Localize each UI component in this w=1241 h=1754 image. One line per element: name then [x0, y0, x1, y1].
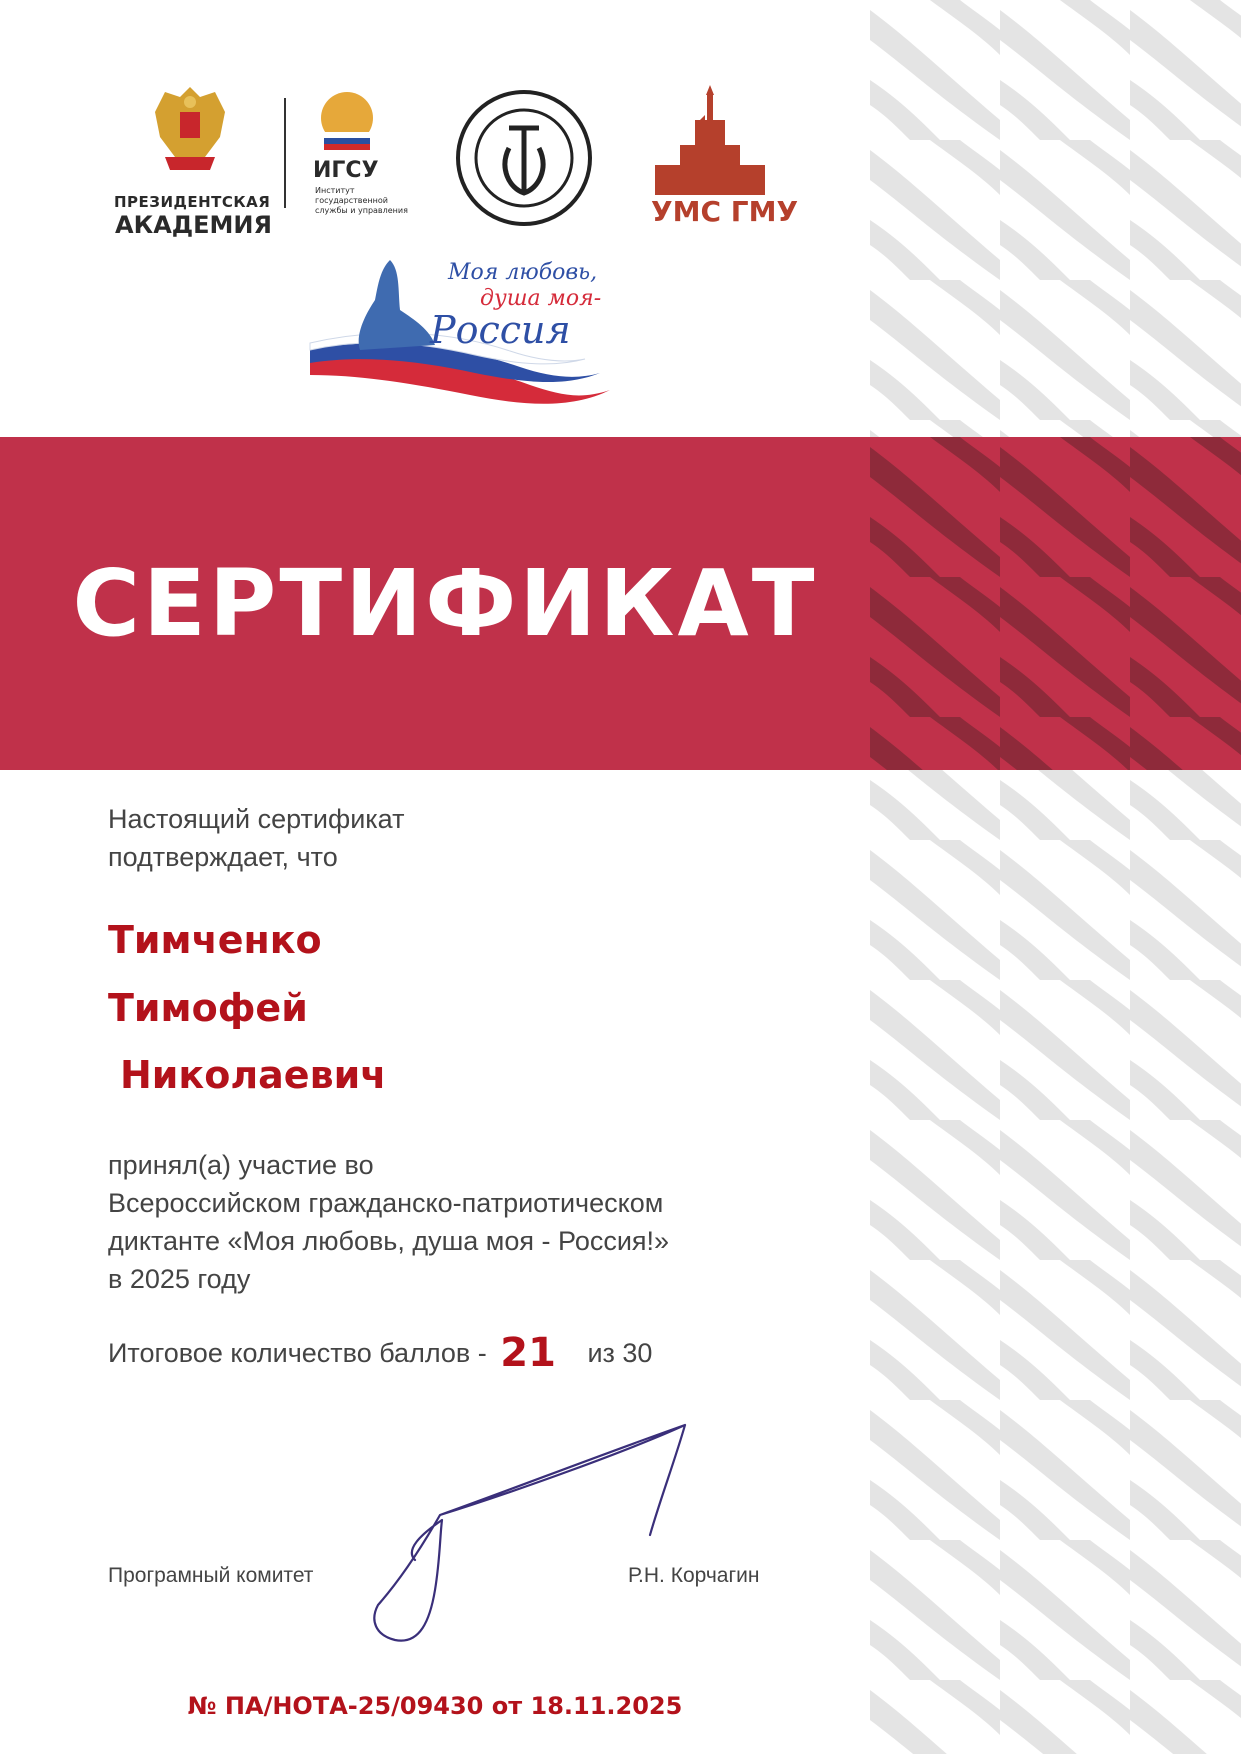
logo-divider	[284, 98, 286, 208]
academy-name-line1: ПРЕЗИДЕНТСКАЯ	[114, 193, 271, 211]
signatory-name: Р.Н. Корчагин	[628, 1564, 760, 1587]
dictation-logo-line2: душа моя-	[480, 286, 602, 311]
intro-line: Настоящий сертификат	[108, 804, 405, 834]
certificate-title: СЕРТИФИКАТ	[72, 550, 818, 657]
igsu-globe-icon	[312, 88, 382, 152]
intro-line: подтверждает, что	[108, 842, 338, 872]
score-label: Итоговое количество баллов -	[108, 1338, 487, 1368]
association-seal-icon	[454, 88, 594, 228]
participation-line: диктанте «Моя любовь, душа моя - Россия!»	[108, 1226, 670, 1256]
ums-gmu-building-icon	[650, 85, 770, 195]
document-number: № ПА/НОТА-25/09430 от 18.11.2025	[187, 1692, 683, 1720]
score-value: 21	[500, 1330, 556, 1376]
participation-line: в 2025 году	[108, 1264, 251, 1294]
title-band-pattern	[870, 437, 1241, 770]
decorative-pattern	[870, 0, 1241, 1754]
igsu-title: ИГСУ	[313, 158, 379, 183]
participation-text	[108, 1146, 669, 1298]
logos-header	[0, 0, 870, 437]
handwritten-signature	[360, 1420, 700, 1650]
recipient-first-name: Тимофей	[108, 986, 308, 1030]
dictation-logo-line1: Моя любовь,	[448, 260, 598, 285]
academy-emblem-icon	[145, 82, 235, 182]
academy-name-line2: АКАДЕМИЯ	[115, 211, 272, 239]
ums-gmu-label: УМС ГМУ	[651, 195, 799, 228]
certificate-title-wrap	[0, 437, 870, 770]
igsu-subtitle-2: государственной	[315, 196, 388, 205]
igsu-subtitle-3: службы и управления	[315, 206, 408, 215]
intro-text	[108, 800, 404, 876]
recipient-patronymic: Николаевич	[120, 1053, 387, 1097]
score-line	[108, 1330, 652, 1376]
score-max: из 30	[587, 1338, 653, 1368]
participation-line: Всероссийском гражданско-патриотическом	[108, 1188, 664, 1218]
recipient-surname: Тимченко	[108, 918, 322, 962]
committee-label: Програмный комитет	[108, 1564, 314, 1587]
participation-line: принял(а) участие во	[108, 1150, 374, 1180]
dictation-logo-line3: Россия	[430, 308, 571, 352]
igsu-subtitle-1: Институт	[315, 186, 355, 195]
